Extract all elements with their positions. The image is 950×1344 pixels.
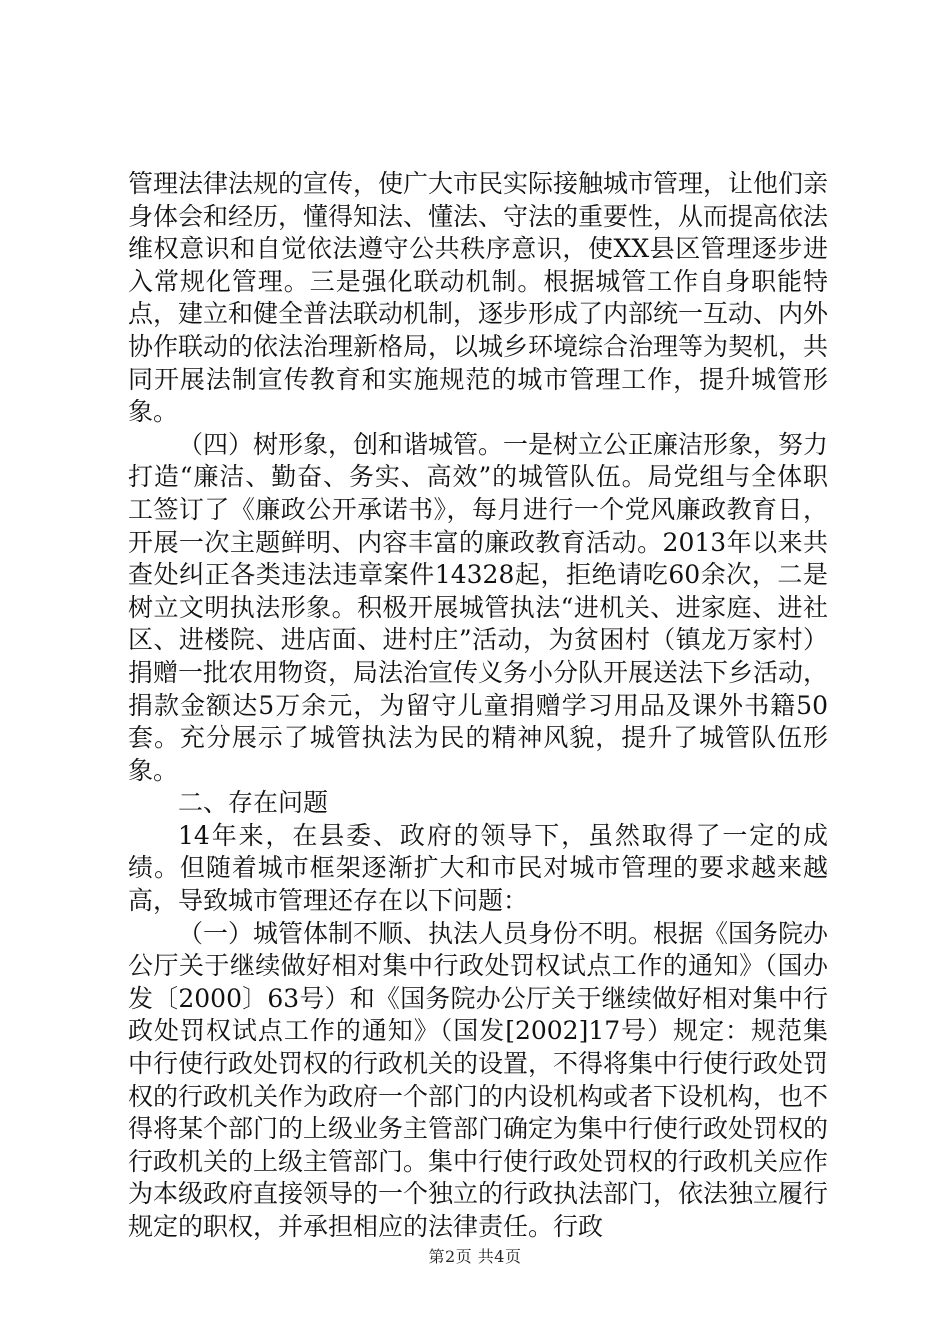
page-footer: 第2页 共4页 — [428, 1247, 522, 1266]
paragraph-problems-intro: 14年来，在县委、政府的领导下，虽然取得了一定的成绩。但随着城市框架逐渐扩大和市民对城市管理的要求越来越高，导致城市管理还存在以下问题： — [128, 820, 828, 916]
paragraph-problem-one: （一）城管体制不顺、执法人员身份不明。根据《国务院办公厅关于继续做好相对集中行政处罚权试点工作的通知》（国办发〔2000〕63号）和《国务院办公厅关于继续做好相对集中行政处罚权试点工作的通知》（国发[2002]17号）规定：规范集中行使行政处罚权的行政机关的设置，不得将集中行使行政处罚权的行政机关作为政府一个部门的内设机构或者下设机构，也不得将某个部门的上级业务主管部门确定为集中行使行政处罚权的行政机关的上级主管部门。集中行使行政处罚权的行政机关应作为本级政府直接领导的一个独立的行政执法部门，依法独立履行规定的职权，并承担相应的法律责任。行政 — [128, 918, 829, 1241]
document-body — [128, 168, 828, 1244]
paragraph-section-four: （四）树形象，创和谐城管。一是树立公正廉洁形象，努力打造“廉洁、勤奋、务实、高效”的城管队伍。局党组与全体职工签订了《廉政公开承诺书》，每月进行一个党风廉政教育日，开展一次主题鲜明、内容丰富的廉政教育活动。2013年以来共查处纠正各类违法违章案件14328起，拒绝请吃60余次，二是树立文明执法形象。积极开展城管执法“进机关、进家庭、进社区、进楼院、进店面、进村庄”活动，为贫困村（镇龙万家村）捐赠一批农用物资，局法治宣传义务小分队开展送法下乡活动，捐款金额达5万余元，为留守儿童捐赠学习用品及课外书籍50套。充分展示了城管执法为民的精神风貌，提升了城管队伍形象。 — [128, 429, 829, 785]
paragraph-continuation: 管理法律法规的宣传，使广大市民实际接触城市管理，让他们亲身体会和经历，懂得知法、懂法、守法的重要性，从而提高依法维权意识和自觉依法遵守公共秩序意识，使XX县区管理逐步进入常规化管理。三是强化联动机制。根据城管工作自身职能特点，建立和健全普法联动机制，逐步形成了内部统一互动、内外协作联动的依法治理新格局，以城乡环境综合治理等为契机，共同开展法制宣传教育和实施规范的城市管理工作，提升城管形象。 — [128, 169, 829, 427]
section-heading-problems: 二、存在问题 — [178, 788, 329, 818]
